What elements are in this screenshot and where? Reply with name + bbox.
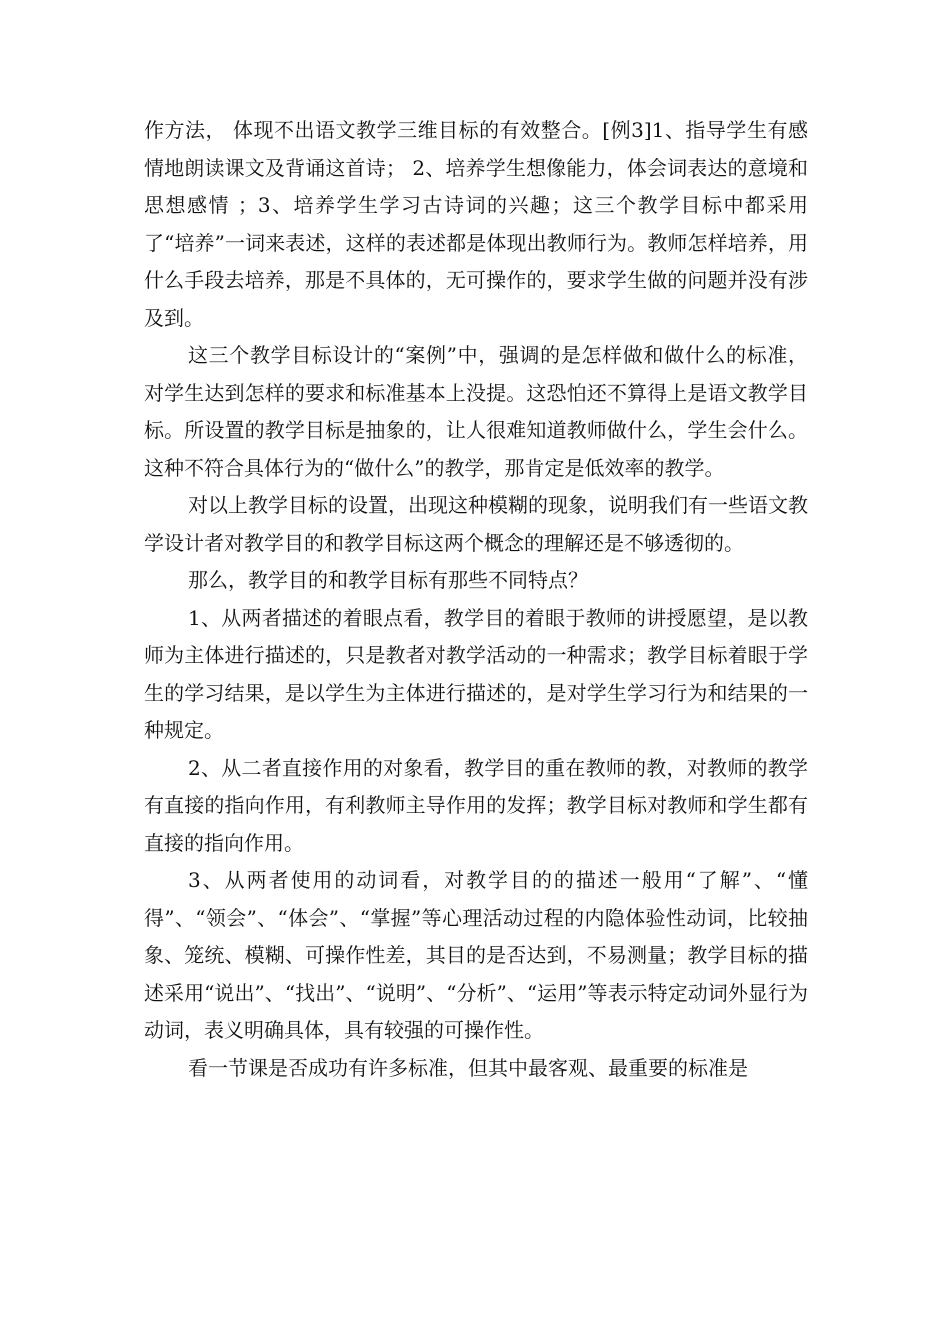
paragraph-3: 对以上教学目标的设置，出现这种模糊的现象，说明我们有一些语文教学设计者对教学目的和教学目标这两个概念的理解还是不够透彻的。	[144, 493, 808, 555]
document-body	[144, 112, 808, 1087]
paragraph-5: 1、从两者描述的着眼点看，教学目的着眼于教师的讲授愿望，是以教师为主体进行描述的，只是教者对教学活动的一种需求；教学目标着眼于学生的学习结果，是以学生为主体进行描述的，是对学生学习行为和结果的一种规定。	[144, 605, 808, 742]
paragraph-8: 看一节课是否成功有许多标准，但其中最客观、最重要的标准是	[188, 1055, 748, 1080]
paragraph-2: 这三个教学目标设计的“案例”中，强调的是怎样做和做什么的标准，对学生达到怎样的要求和标准基本上没提。这恐怕还不算得上是语文教学目标。所设置的教学目标是抽象的，让人很难知道教师做什么，学生会什么。这种不符合具体行为的“做什么”的教学，那肯定是低效率的教学。	[144, 343, 808, 480]
paragraph-6: 2、从二者直接作用的对象看，教学目的重在教师的教，对教师的教学有直接的指向作用，有利教师主导作用的发挥；教学目标对教师和学生都有直接的指向作用。	[144, 755, 808, 855]
paragraph-4: 那么，教学目的和教学目标有那些不同特点？	[188, 568, 588, 592]
paragraph-1: 作方法， 体现不出语文教学三维目标的有效整合。[例3]1、指导学生有感情地朗读课文及背诵这首诗； 2、培养学生想像能力，体会词表达的意境和思想感情 ；3、培养学生学习古诗词的兴趣；这三个教学目标中都采用了“培养”一词来表述，这样的表述都是体现出教师行为。教师怎样培养，用什么手段去培养，那是不具体的，无可操作的，要求学生做的问题并没有涉及到。	[144, 118, 808, 330]
paragraph-7: 3、从两者使用的动词看，对教学目的的描述一般用“了解”、“懂得”、“领会”、“体会”、“掌握”等心理活动过程的内隐体验性动词，比较抽象、笼统、模糊、可操作性差，其目的是否达到，不易测量；教学目标的描述采用“说出”、“找出”、“说明”、“分析”、“运用”等表示特定动词外显行为动词，表义明确具体，具有较强的可操作性。	[144, 868, 808, 1042]
